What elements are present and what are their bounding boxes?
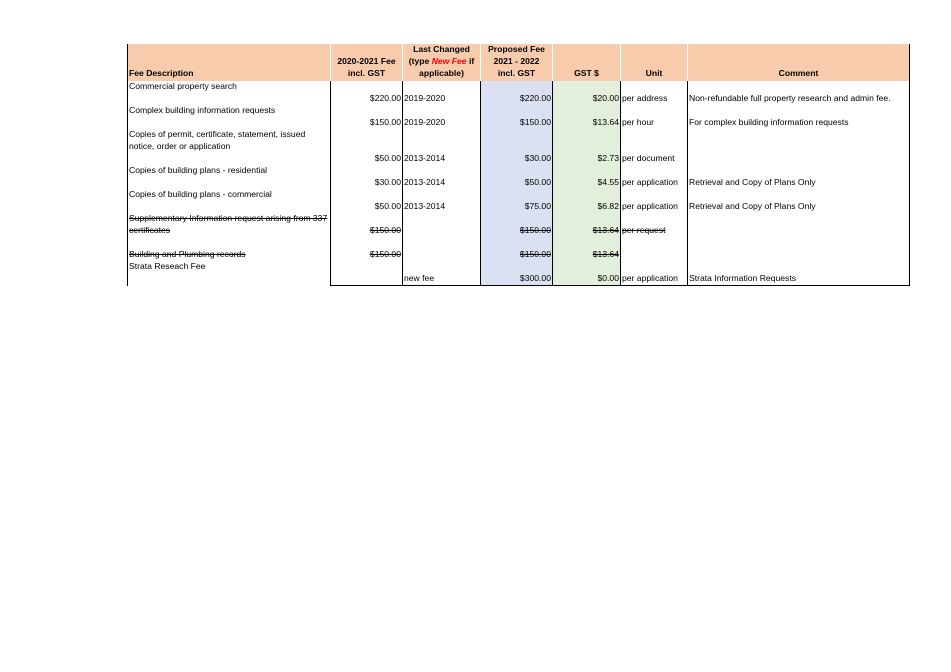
- comment-blank: [688, 213, 910, 225]
- header-last-changed: Last Changed (type New Fee if applicable): [403, 44, 481, 81]
- header-unit: Unit: [621, 44, 688, 81]
- gst-amount: $4.55: [553, 177, 621, 189]
- unit: per application: [621, 177, 688, 189]
- changed-blank: [403, 165, 481, 177]
- proposed-fee: $50.00: [481, 177, 553, 189]
- comment: For complex building information requests: [688, 117, 910, 129]
- fee-2020: $150.00: [331, 117, 403, 129]
- header-fee-description: Fee Description: [128, 44, 331, 81]
- comment: Retrieval and Copy of Plans Only: [688, 177, 910, 189]
- fee-2020-blank: [331, 261, 403, 273]
- fee-2020: $50.00: [331, 153, 403, 165]
- proposed-blank: [481, 261, 553, 273]
- proposed-fee: $150.00: [481, 117, 553, 129]
- proposed-fee: $30.00: [481, 153, 553, 165]
- header-comment: Comment: [688, 44, 910, 81]
- comment: Non-refundable full property research and admin fee.: [688, 93, 910, 105]
- gst-blank: [553, 189, 621, 201]
- fee-2020: $30.00: [331, 177, 403, 189]
- fee-description: Copies of building plans - residential: [128, 165, 331, 189]
- unit: per address: [621, 93, 688, 105]
- unit: per hour: [621, 117, 688, 129]
- table-row: [128, 81, 910, 93]
- comment-blank: [688, 189, 910, 201]
- unit-blank: [621, 81, 688, 93]
- gst-blank: [553, 165, 621, 177]
- unit-blank: [621, 261, 688, 273]
- changed-blank: [403, 105, 481, 117]
- unit: [621, 249, 688, 261]
- fee-2020-blank: [331, 165, 403, 177]
- last-changed: 2013-2014: [403, 153, 481, 165]
- proposed-fee: $220.00: [481, 93, 553, 105]
- fee-2020: $220.00: [331, 93, 403, 105]
- fee-2020: $150.00: [331, 249, 403, 261]
- table-row: [128, 237, 910, 249]
- gst-amount: $20.00: [553, 93, 621, 105]
- table-row: [128, 189, 910, 201]
- fee-description: Building and Plumbing records: [128, 237, 331, 261]
- proposed-blank: [481, 213, 553, 225]
- unit-blank: [621, 237, 688, 249]
- proposed-fee: $300.00: [481, 273, 553, 286]
- fee-2020-blank: [331, 129, 403, 153]
- table-row: [128, 165, 910, 177]
- gst-amount: $0.00: [553, 273, 621, 286]
- changed-blank: [403, 129, 481, 153]
- gst-blank: [553, 129, 621, 153]
- proposed-fee: $150.00: [481, 249, 553, 261]
- comment-blank: [688, 237, 910, 249]
- gst-amount: $13.64: [553, 225, 621, 237]
- fee-2020-blank: [331, 237, 403, 249]
- comment-blank: [688, 105, 910, 117]
- comment: [688, 249, 910, 261]
- header-proposed-fee: Proposed Fee 2021 - 2022 incl. GST: [481, 44, 553, 81]
- unit: per application: [621, 201, 688, 213]
- last-changed: [403, 225, 481, 237]
- changed-blank: [403, 237, 481, 249]
- fee-2020: $150.00: [331, 225, 403, 237]
- gst-blank: [553, 261, 621, 273]
- comment-blank: [688, 129, 910, 153]
- header-gst: GST $: [553, 44, 621, 81]
- unit-blank: [621, 129, 688, 153]
- fee-2020-blank: [331, 81, 403, 93]
- comment: Strata Information Requests: [688, 273, 910, 286]
- comment-blank: [688, 81, 910, 93]
- comment-blank: [688, 165, 910, 177]
- table-row: [128, 261, 910, 273]
- fee-2020-blank: [331, 189, 403, 201]
- comment: Retrieval and Copy of Plans Only: [688, 201, 910, 213]
- table-row: [128, 129, 910, 153]
- fee-2020-blank: [331, 213, 403, 225]
- gst-blank: [553, 81, 621, 93]
- changed-blank: [403, 81, 481, 93]
- last-changed: 2019-2020: [403, 93, 481, 105]
- fee-table: [127, 44, 910, 286]
- proposed-blank: [481, 237, 553, 249]
- last-changed: 2013-2014: [403, 201, 481, 213]
- fee-description: Copies of permit, certificate, statement, issued notice, order or application: [128, 129, 331, 165]
- gst-amount: $2.73: [553, 153, 621, 165]
- fee-2020-blank: [331, 105, 403, 117]
- proposed-fee: $150.00: [481, 225, 553, 237]
- gst-blank: [553, 105, 621, 117]
- proposed-blank: [481, 105, 553, 117]
- unit-blank: [621, 165, 688, 177]
- last-changed: 2013-2014: [403, 177, 481, 189]
- proposed-blank: [481, 165, 553, 177]
- unit-blank: [621, 189, 688, 201]
- fee-description: Strata Reseach Fee: [128, 261, 331, 286]
- gst-blank: [553, 237, 621, 249]
- unit: per document: [621, 153, 688, 165]
- gst-amount: $13.64: [553, 117, 621, 129]
- comment: [688, 153, 910, 165]
- fee-description: Complex building information requests: [128, 105, 331, 129]
- new-fee-hint: New Fee: [431, 56, 467, 67]
- unit-blank: [621, 213, 688, 225]
- proposed-blank: [481, 129, 553, 153]
- fee-2020: [331, 273, 403, 286]
- gst-blank: [553, 213, 621, 225]
- comment: [688, 225, 910, 237]
- unit: per request: [621, 225, 688, 237]
- proposed-fee: $75.00: [481, 201, 553, 213]
- unit-blank: [621, 105, 688, 117]
- changed-blank: [403, 261, 481, 273]
- proposed-blank: [481, 81, 553, 93]
- fee-description: Supplementary Information request arising from 337 certificates: [128, 213, 331, 237]
- comment-blank: [688, 261, 910, 273]
- changed-blank: [403, 213, 481, 225]
- last-changed: [403, 249, 481, 261]
- last-changed: new fee: [403, 273, 481, 286]
- fee-schedule-sheet: [127, 44, 909, 286]
- unit: per application: [621, 273, 688, 286]
- proposed-blank: [481, 189, 553, 201]
- fee-description: Commercial property search: [128, 81, 331, 105]
- table-row: [128, 213, 910, 225]
- gst-amount: $13.64: [553, 249, 621, 261]
- changed-blank: [403, 189, 481, 201]
- fee-description: Copies of building plans - commercial: [128, 189, 331, 213]
- header-row: [128, 44, 910, 81]
- header-2020-fee: 2020-2021 Fee incl. GST: [331, 44, 403, 81]
- fee-2020: $50.00: [331, 201, 403, 213]
- table-row: [128, 105, 910, 117]
- last-changed: 2019-2020: [403, 117, 481, 129]
- gst-amount: $6.82: [553, 201, 621, 213]
